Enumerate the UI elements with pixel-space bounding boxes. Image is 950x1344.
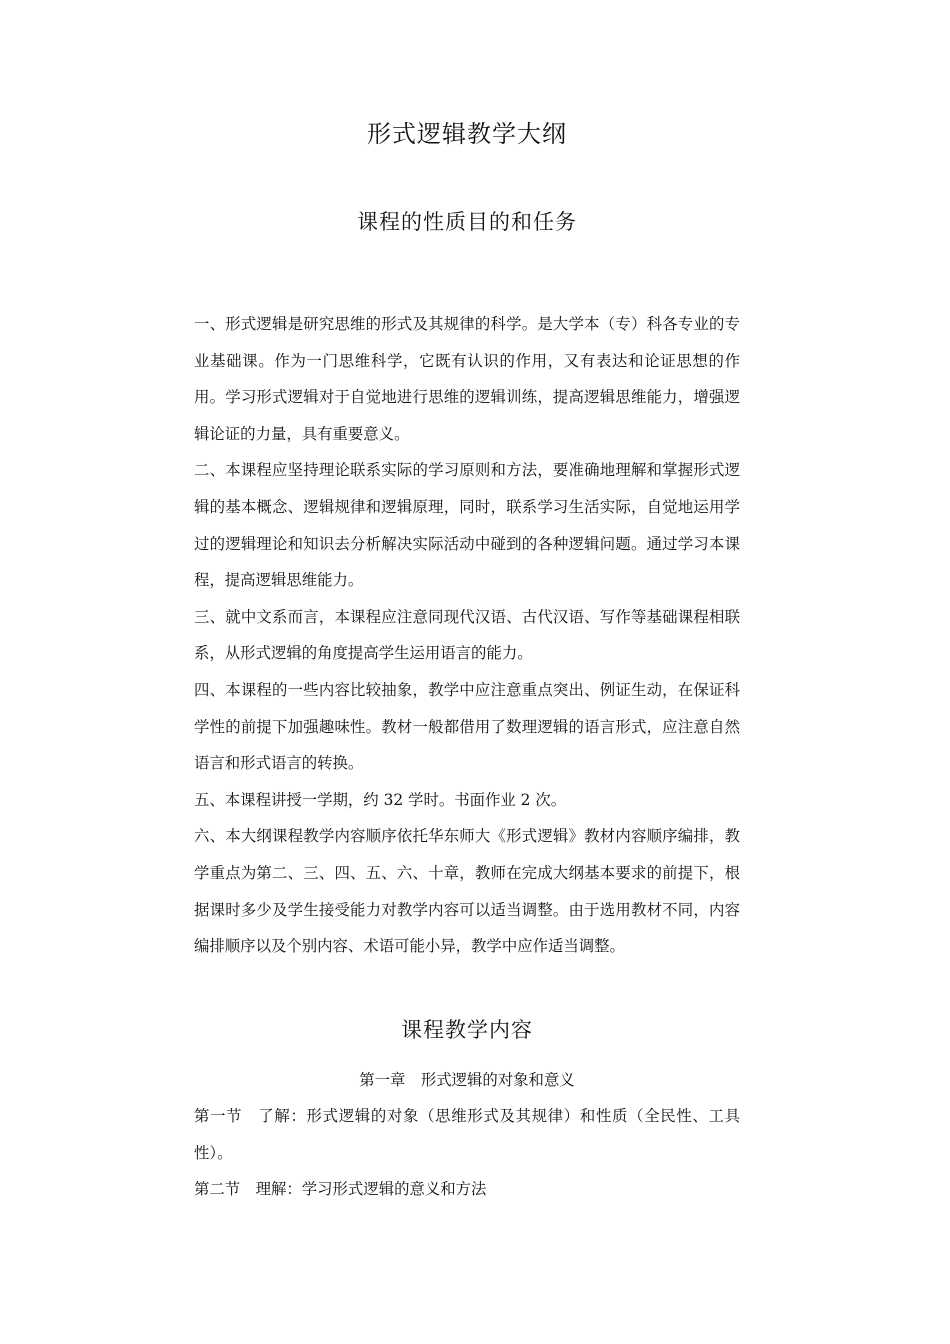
paragraph-5: 五、本课程讲授一学期，约 32 学时。书面作业 2 次。 xyxy=(194,790,567,809)
paragraph-4: 四、本课程的一些内容比较抽象，教学中应注意重点突出、例证生动，在保证科学性的前提下加强趣味性。教材一般都借用了数理逻辑的语言形式，应注意自然语言和形式语言的转换。 xyxy=(194,680,740,773)
paragraph-2: 二、本课程应坚持理论联系实际的学习原则和方法，要准确地理解和掌握形式逻辑的基本概念、逻辑规律和逻辑原理，同时，联系学习生活实际，自觉地运用学过的逻辑理论和知识去分析解决实际活动中碰到的各种逻辑问题。通过学习本课程，提高逻辑思维能力。 xyxy=(194,461,740,590)
paragraph-6: 六、本大纲课程教学内容顺序依托华东师大《形式逻辑》教材内容顺序编排，教学重点为第二、三、四、五、六、十章，教师在完成大纲基本要求的前提下，根据课时多少及学生接受能力对教学内容可以适当调整。由于选用教材不同，内容编排顺序以及个别内容、术语可能小异，教学中应作适当调整。 xyxy=(194,827,740,956)
chapter-heading: 第一章 形式逻辑的对象和意义 xyxy=(359,1071,575,1089)
chapter-content xyxy=(194,1098,740,1208)
paragraph-1: 一、形式逻辑是研究思维的形式及其规律的科学。是大学本（专）科各专业的专业基础课。作为一门思维科学，它既有认识的作用，又有表达和论证思想的作用。学习形式逻辑对于自觉地进行思维的逻辑训练，提高逻辑思维能力，增强逻辑论证的力量，具有重要意义。 xyxy=(194,315,740,443)
chapter-section-1: 第一节 了解：形式逻辑的对象（思维形式及其规律）和性质（全民性、工具性）。 xyxy=(194,1107,740,1162)
document-title: 形式逻辑教学大纲 xyxy=(367,120,567,148)
document-subtitle: 课程的性质目的和任务 xyxy=(357,210,577,234)
course-purpose-section xyxy=(194,306,740,965)
paragraph-3: 三、就中文系而言，本课程应注意同现代汉语、古代汉语、写作等基础课程相联系，从形式逻辑的角度提高学生运用语言的能力。 xyxy=(194,607,740,663)
chapter-section-2: 第二节 理解：学习形式逻辑的意义和方法 xyxy=(194,1180,487,1199)
section-heading: 课程教学内容 xyxy=(401,1018,533,1042)
